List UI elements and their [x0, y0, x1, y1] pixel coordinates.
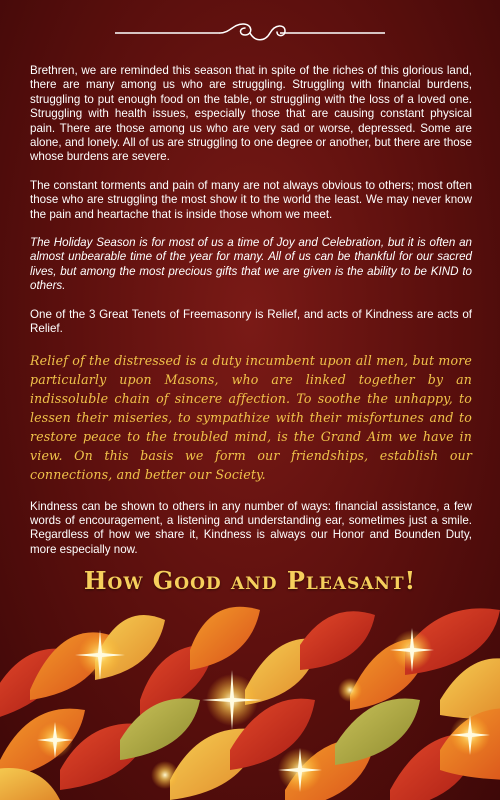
leaf-cluster [0, 607, 500, 800]
flourish-divider-ornament [115, 18, 385, 48]
paragraph-holiday-season: The Holiday Season is for most of us a time of Joy and Celebration, but it is often an almost unbearable time of the year for many. All of us can be thankful for our sacred lives, but among the most precious gifts that we are given is the ability to be KIND to others. [30, 236, 472, 293]
paragraph-tenets: One of the 3 Great Tenets of Freemasonry is Relief, and acts of Kindness are acts of Relief. [30, 307, 472, 336]
letter-body [30, 64, 472, 571]
paragraph-intro: Brethren, we are reminded this season that in spite of the riches of this glorious land, there are many among us who are struggling. Struggling with financial burdens, struggling to put enough food on the table, or struggling with the loss of a loved one. Struggling with health issues, especially those that are causing constant physical pain. There are those among us who are very sad or worse, depressed. Some are alone, and lonely. All of us are struggling to one degree or another, but there are those whose burdens are severe. [30, 64, 472, 164]
paragraph-kindness: Kindness can be shown to others in any number of ways: financial assistance, a few words of encouragement, a listening and understanding ear, sometimes just a smile. Regardless of how we share it, Kindness is always our Honor and Bounden Duty, more especially now. [30, 499, 472, 556]
relief-quote: Relief of the distressed is a duty incumbent upon all men, but more particularly upon Masons, who are linked together by an indissoluble chain of sincere affection. To soothe the unhappy, to lessen their miseries, to sympathize with their misfortunes and to restore peace to the troubled mind, is the Grand Aim we have in view. On this basis we form our friendships, establish our connections, and better our Society. [30, 352, 472, 482]
paragraph-torments: The constant torments and pain of many are not always obvious to others; most often those who are struggling the most show it to the world the least. We may never know the pain and heartache that is inside those whom we meet. [30, 178, 472, 221]
sparkles [37, 628, 490, 792]
headline-how-good-and-pleasant: How Good and Pleasant! [83, 566, 417, 595]
